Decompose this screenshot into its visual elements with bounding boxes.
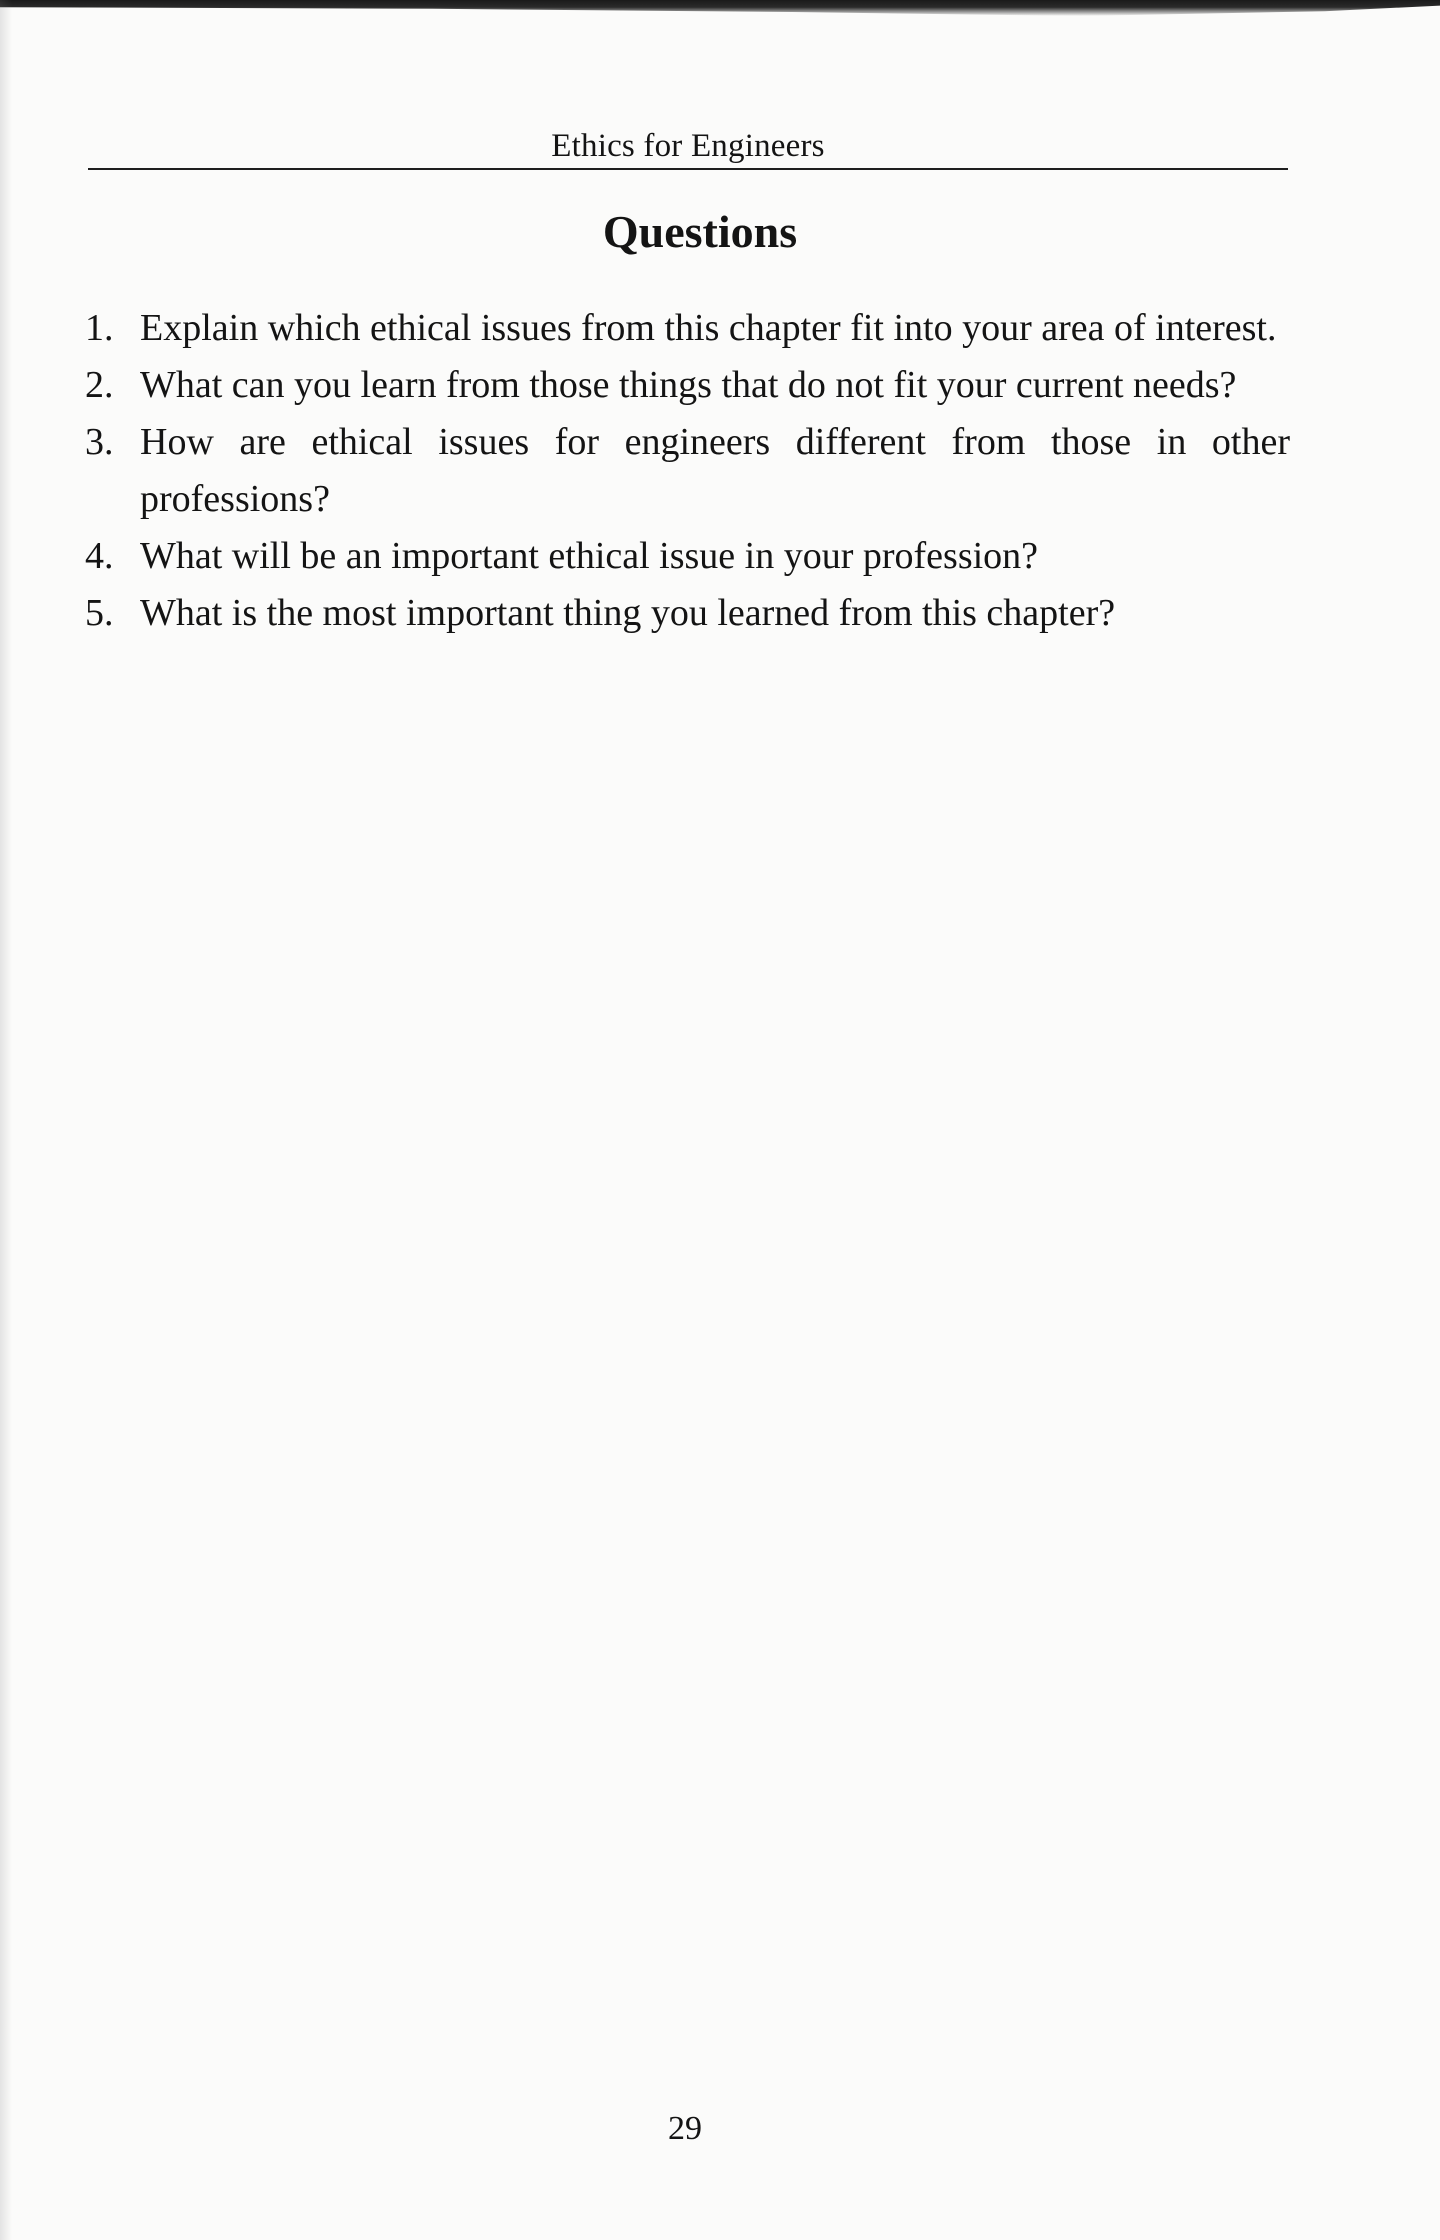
question-item [85, 357, 1290, 414]
header-rule [88, 168, 1288, 170]
running-head [88, 124, 1288, 174]
question-text: What can you learn from those things that do not fit your current needs? [140, 364, 1237, 406]
question-item [85, 300, 1290, 357]
question-text: What is the most important thing you learned from this chapter? [140, 592, 1116, 634]
question-text: Explain which ethical issues from this chapter fit into your area of interest. [140, 307, 1277, 349]
scan-shadow-top [0, 0, 1440, 16]
running-head-text: Ethics for Engineers [551, 128, 825, 164]
question-number: 3. [85, 421, 114, 463]
question-item [85, 528, 1290, 585]
question-number: 5. [85, 592, 114, 634]
question-number: 4. [85, 535, 114, 577]
question-text: How are ethical issues for engineers different from those in other professions? [140, 421, 1290, 520]
question-number: 2. [85, 364, 114, 406]
question-text: What will be an important ethical issue in your profession? [140, 535, 1039, 577]
question-list [85, 300, 1290, 642]
page-number: 29 [668, 2110, 702, 2147]
scan-shadow-left [0, 0, 12, 2240]
section-title: Questions [602, 206, 798, 257]
question-number: 1. [85, 307, 114, 349]
question-item [85, 585, 1290, 642]
question-item [85, 414, 1290, 528]
